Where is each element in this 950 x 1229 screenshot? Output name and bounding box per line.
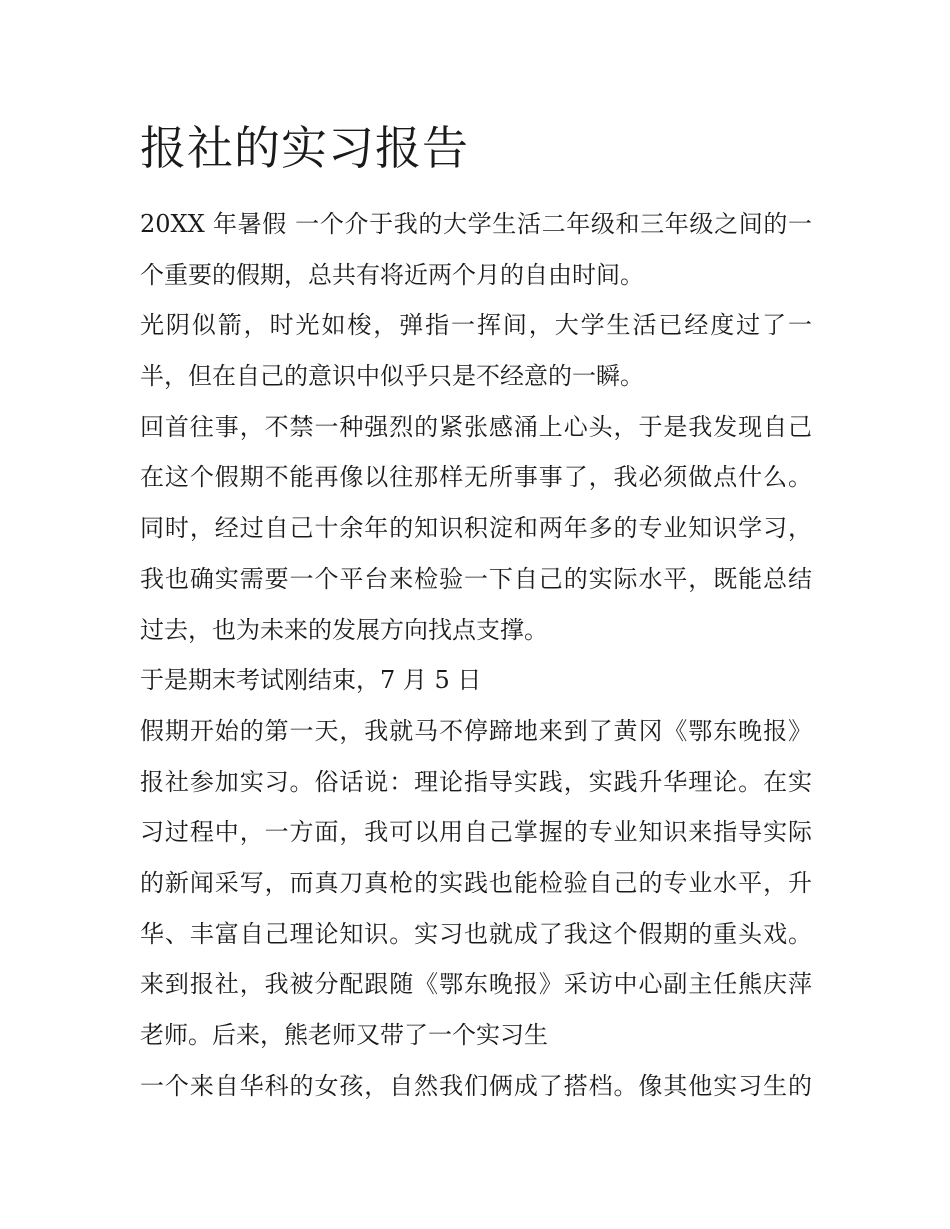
body-text-line: 光阴似箭，时光如梭，弹指一挥间，大学生活已经度过了一 [140, 311, 812, 340]
body-text-line: 报社参加实习。俗话说：理论指导实践，实践升华理论。在实 [140, 767, 812, 796]
body-text-line: 假期开始的第一天，我就马不停蹄地来到了黄冈《鄂东晚报》 [140, 716, 812, 745]
body-text-line: 习过程中，一方面，我可以用自己掌握的专业知识来指导实际 [140, 818, 812, 847]
body-text-line: 老师。后来，熊老师又带了一个实习生 [140, 1021, 548, 1049]
body-text-line: 华、丰富自己理论知识。实习也就成了我这个假期的重头戏。 [140, 919, 812, 948]
body-text-line: 过去，也为未来的发展方向找点支撑。 [140, 615, 548, 644]
body-text-line: 我也确实需要一个平台来检验一下自己的实际水平，既能总结 [140, 564, 812, 593]
document-body [140, 204, 812, 1116]
body-text-line: 回首往事，不禁一种强烈的紧张感涌上心头，于是我发现自己 [140, 412, 812, 441]
body-text-line: 来到报社，我被分配跟随《鄂东晚报》采访中心副主任熊庆萍 [140, 970, 812, 999]
body-text-line: 个重要的假期，总共有将近两个月的自由时间。 [140, 260, 644, 289]
body-text-line: 半，但在自己的意识中似乎只是不经意的一瞬。 [140, 362, 644, 391]
body-text-line: 于是期末考试刚结束，7 月 5 日 [140, 666, 482, 695]
body-text-line: 一个来自华科的女孩，自然我们俩成了搭档。像其他实习生的 [140, 1071, 812, 1100]
body-text-line: 20XX 年暑假 一个介于我的大学生活二年级和三年级之间的一 [140, 210, 812, 238]
body-text-line: 同时，经过自己十余年的知识积淀和两年多的专业知识学习， [140, 514, 812, 543]
body-text-line: 的新闻采写，而真刀真枪的实践也能检验自己的专业水平，升 [140, 868, 812, 897]
body-text-line: 在这个假期不能再像以往那样无所事事了，我必须做点什么。 [140, 463, 812, 492]
document-title: 报社的实习报告 [140, 121, 469, 175]
